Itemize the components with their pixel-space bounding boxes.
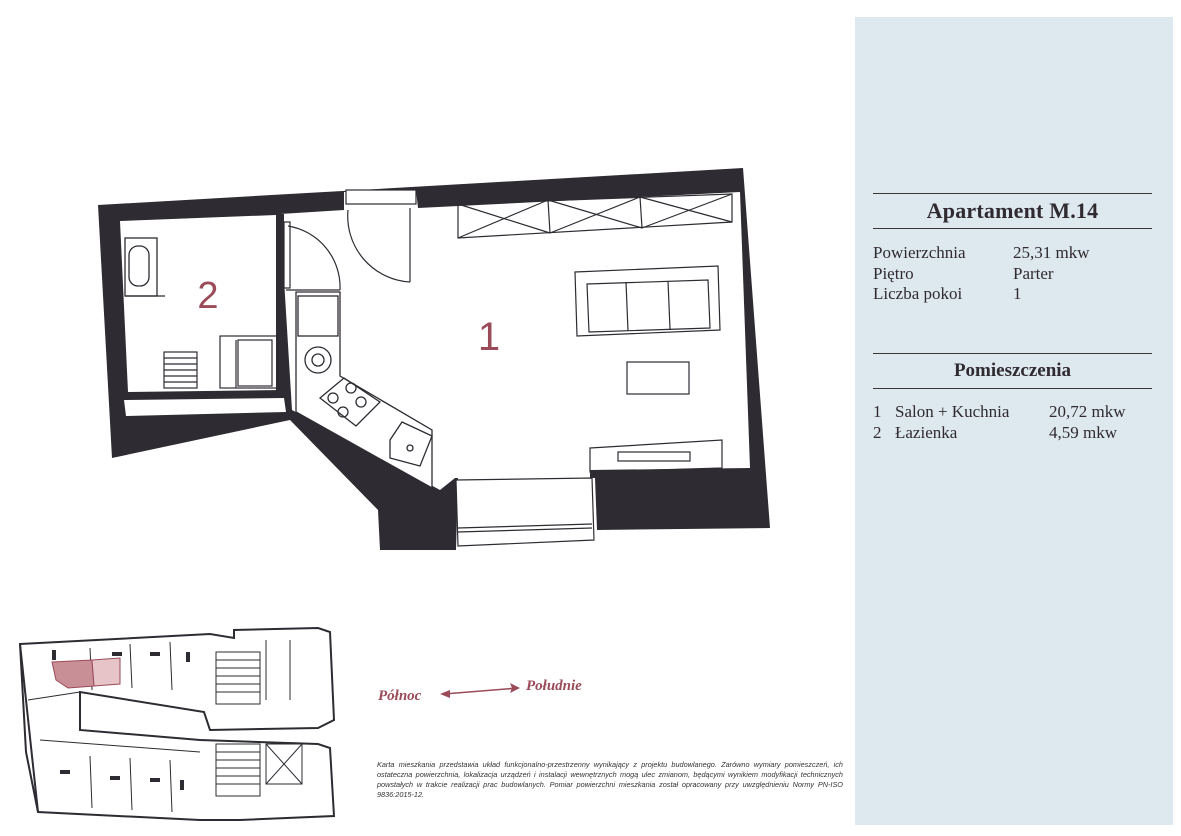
- room-area: 20,72 mkw: [1049, 402, 1126, 421]
- room-name: Łazienka: [895, 423, 958, 442]
- room-area: 4,59 mkw: [1049, 423, 1117, 442]
- room-number: 2: [873, 423, 882, 442]
- rooms-rule-top: [873, 353, 1152, 354]
- info-panel: [855, 17, 1173, 825]
- compass-north-label: Północ: [378, 688, 422, 704]
- detail-value: 1: [1013, 284, 1022, 303]
- compass-arrow: [440, 683, 520, 698]
- detail-value: 25,31 mkw: [1013, 243, 1090, 262]
- room-number: 1: [873, 402, 882, 421]
- bathroom-number: 2: [197, 275, 219, 317]
- title-rule-top: [873, 193, 1152, 194]
- key-plan-highlight: [52, 660, 94, 688]
- rooms-rule-bottom: [873, 388, 1152, 389]
- detail-label: Liczba pokoi: [873, 284, 963, 303]
- rooms-title: Pomieszczenia: [953, 360, 1072, 381]
- detail-value: Parter: [1013, 264, 1054, 283]
- detail-label: Piętro: [873, 264, 914, 283]
- title-rule-bottom: [873, 228, 1152, 229]
- apartment-title: Apartament M.14: [926, 198, 1099, 223]
- detail-label: Powierzchnia: [873, 243, 966, 262]
- living-number: 1: [477, 315, 501, 359]
- disclaimer-text: Karta mieszkania przedstawia układ funkcjonalno-przestrzenny wynikający z projektu budowlanego. Zarówno wymiary pomieszczeń, ich ostateczna powierzchnia, lokalizacja urządzeń i instalacji wewnętrznych mogą ulec zmianom, będącymi wynikiem modyfikacji technicznych powstałych w trakcie realizacji prac budowlanych. Pomiar powierzchni mieszkania został opracowany przy uwzględnieniu Normy PN-ISO 9836:2015-12.: [377, 760, 843, 799]
- compass-south-label: Południe: [526, 678, 582, 694]
- room-name: Salon + Kuchnia: [895, 402, 1010, 421]
